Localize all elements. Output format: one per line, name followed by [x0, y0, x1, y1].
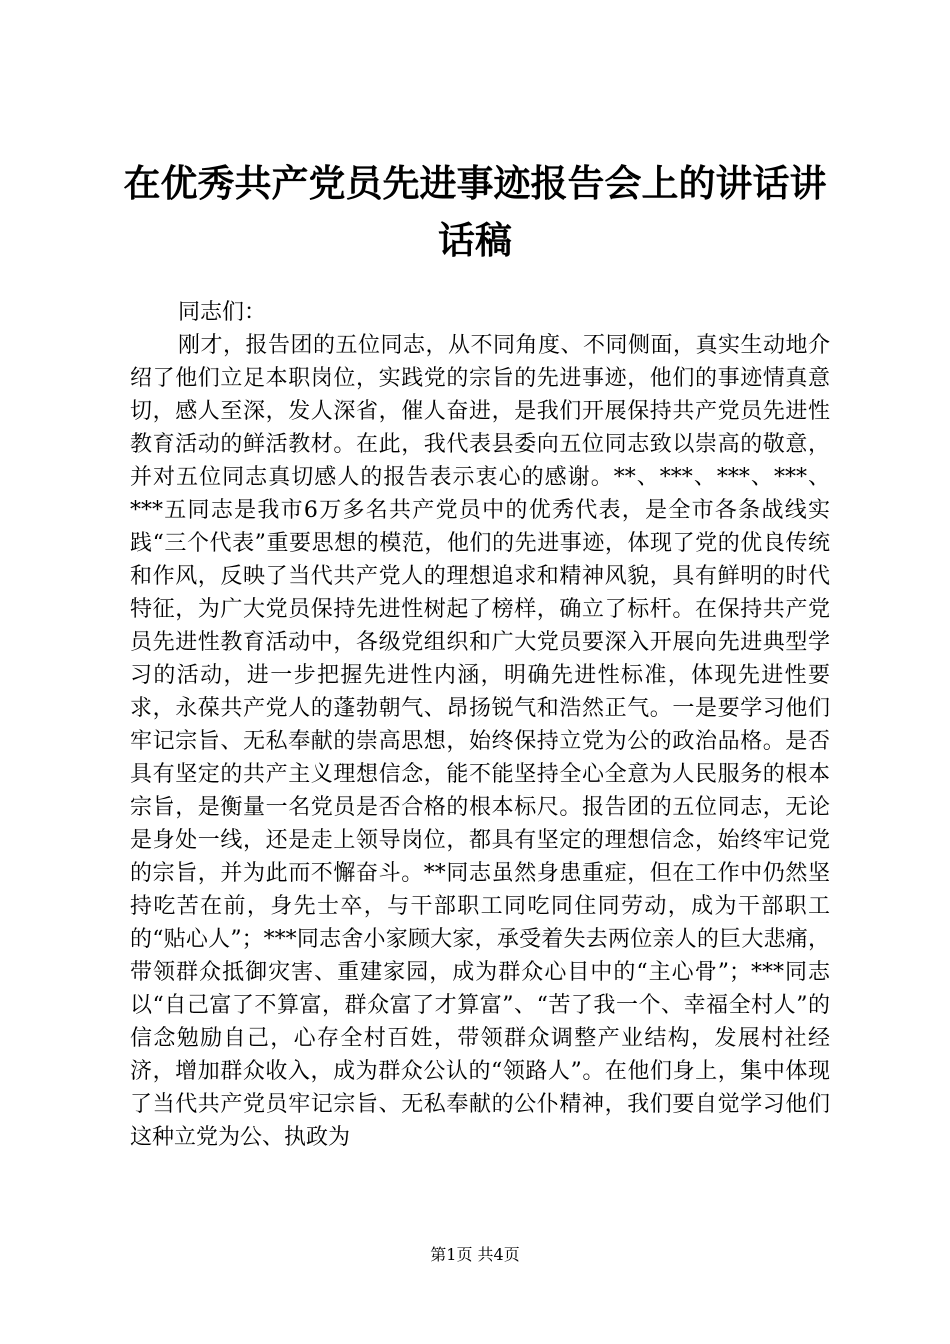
page-footer: 第1页 共4页	[430, 1245, 520, 1264]
salutation: 同志们：	[178, 300, 267, 325]
body-paragraph: 刚才，报告团的五位同志，从不同角度、不同侧面，真实生动地介绍了他们立足本职岗位，实践党的宗旨的先进事迹，他们的事迹情真意切，感人至深，发人深省，催人奋进，是我们开展保持共产党员先进性教育活动的鲜活教材。在此，我代表县委向五位同志致以崇高的敬意，并对五位同志真切感人的报告表示衷心的感谢。**、***、***、***、***五同志是我市6万多名共产党员中的优秀代表，是全市各条战线实践“三个代表”重要思想的模范，他们的先进事迹，体现了党的优良传统和作风，反映了当代共产党人的理想追求和精神风貌，具有鲜明的时代特征，为广大党员保持先进性树起了榜样，确立了标杆。在保持共产党员先进性教育活动中，各级党组织和广大党员要深入开展向先进典型学习的活动，进一步把握先进性内涵，明确先进性标准，体现先进性要求，永葆共产党人的蓬勃朝气、昂扬锐气和浩然正气。一是要学习他们牢记宗旨、无私奉献的崇高思想，始终保持立党为公的政治品格。是否具有坚定的共产主义理想信念，能不能坚持全心全意为人民服务的根本宗旨，是衡量一名党员是否合格的根本标尺。报告团的五位同志，无论是身处一线，还是走上领导岗位，都具有坚定的理想信念，始终牢记党的宗旨，并为此而不懈奋斗。**同志虽然身患重症，但在工作中仍然坚持吃苦在前，身先士卒，与干部职工同吃同住同劳动，成为干部职工的“贴心人”；***同志舍小家顾大家，承受着失去两位亲人的巨大悲痛，带领群众抵御灾害、重建家园，成为群众心目中的“主心骨”；***同志以“自己富了不算富，群众富了才算富”、“苦了我一个、幸福全村人”的信念勉励自己，心存全村百姓，带领群众调整产业结构，发展村社经济，增加群众收入，成为群众公认的“领路人”。在他们身上，集中体现了当代共产党员牢记宗旨、无私奉献的公仆精神，我们要自觉学习他们这种立党为公、执政为	[130, 333, 830, 1150]
document-title: 在优秀共产党员先进事迹报告会上的讲话讲话稿	[123, 161, 827, 262]
document-body	[130, 296, 830, 1154]
